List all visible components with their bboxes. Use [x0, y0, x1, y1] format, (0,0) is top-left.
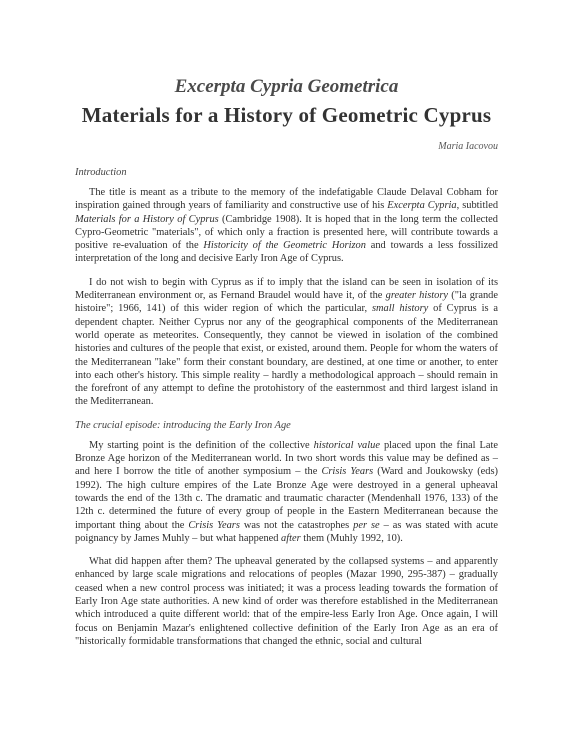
italic-phrase: Materials for a History of Cyprus	[75, 213, 219, 225]
italic-phrase: Historicity of the Geometric Horizon	[203, 240, 366, 252]
section-heading-introduction: Introduction	[75, 167, 127, 178]
paragraph: What did happen after them? The upheaval generated by the collapsed systems – and apparently enhanced by large scale migrations and relocations of peoples (Mazar 1990, 295-387) – gradually ceased when a new control process was initiated; it was a process leading towards the formation of Early Iron Age state authorities. A new kind of order was therefore established in the Mediterranean which introduced a quite different world: that of the empire-less Early Iron Age. Once again, I will focus on Benjamin Mazar's enlightened collective definition of the Early Iron Age as an era of "historically formidable transformations that changed the ethnic, social and cultural	[75, 556, 498, 647]
paragraph: My starting point is the definition of the collective historical value placed upon the final Late Bronze Age horizon of the Mediterranean world. In two short words this value may be defined as – and here I borrow the title of another symposium – the Crisis Years (Ward and Joukowsky (eds) 1992). The high culture empires of the Late Bronze Age were destroyed in a general upheaval towards the end of the 13th c. The dramatic and traumatic character (Mendenhall 1976, 133) of the 12th c. determined the future of every group of people in the Eastern Mediterranean because the important thing about the Crisis Years was not the catastrophes per se – as was stated with acute poignancy by James Muhly – but what happened after them (Muhly 1992, 10).	[75, 439, 498, 544]
page-title: Materials for a History of Geometric Cyprus	[81, 103, 492, 127]
italic-phrase: per se	[353, 519, 380, 531]
paragraph: The title is meant as a tribute to the memory of the indefatigable Claude Delaval Cobham for inspiration gained through years of familiarity and constructive use of his Excerpta Cypria, subtitled Materials for a History of Cyprus (Cambridge 1908). It is hoped that in the long term the collected Cypro-Geometric "materials", of which only a fraction is presented here, will contribute towards a positive re-evaluation of the Historicity of the Geometric Horizon and towards a less fossilized interpretation of the long and decisive Early Iron Age of Cyprus.	[75, 187, 499, 265]
italic-phrase: Crisis Years	[321, 466, 374, 478]
italic-phrase: Crisis Years	[188, 519, 240, 531]
title-italic: Excerpta Cypria Geometrica	[174, 76, 399, 97]
italic-phrase: after	[281, 532, 301, 544]
italic-phrase: greater history	[385, 290, 448, 302]
italic-phrase: historical value	[313, 439, 380, 451]
paragraph: I do not wish to begin with Cyprus as if to imply that the island can be seen in isolation of its Mediterranean environment or, as Fernand Braudel would have it, of the greater history ("la grande histoire"; 1966, 141) of this wider region of which the particular, small history of Cyprus is a dependent chapter. Neither Cyprus nor any of the geographical components of the Mediterranean world operate as meteorites. Consequently, they cannot be viewed in isolation of the combined histories and cultures of the people that exist, or existed, around them. People for whom the waters of the Mediterranean "lake" form their constant boundary, are destined, at one time or another, to enter into each other's history. This simple reality – hardly a methodological approach – should remain in the forefront of any attempt to define the protohistory of the easternmost and third largest island in the Mediterranean.	[75, 276, 498, 408]
section-heading-crucial-episode: The crucial episode: introducing the Early Iron Age	[75, 419, 291, 431]
italic-phrase: Excerpta Cypria	[387, 200, 457, 212]
author-name: Maria Iacovou	[438, 141, 498, 152]
italic-phrase: small history	[372, 303, 429, 315]
